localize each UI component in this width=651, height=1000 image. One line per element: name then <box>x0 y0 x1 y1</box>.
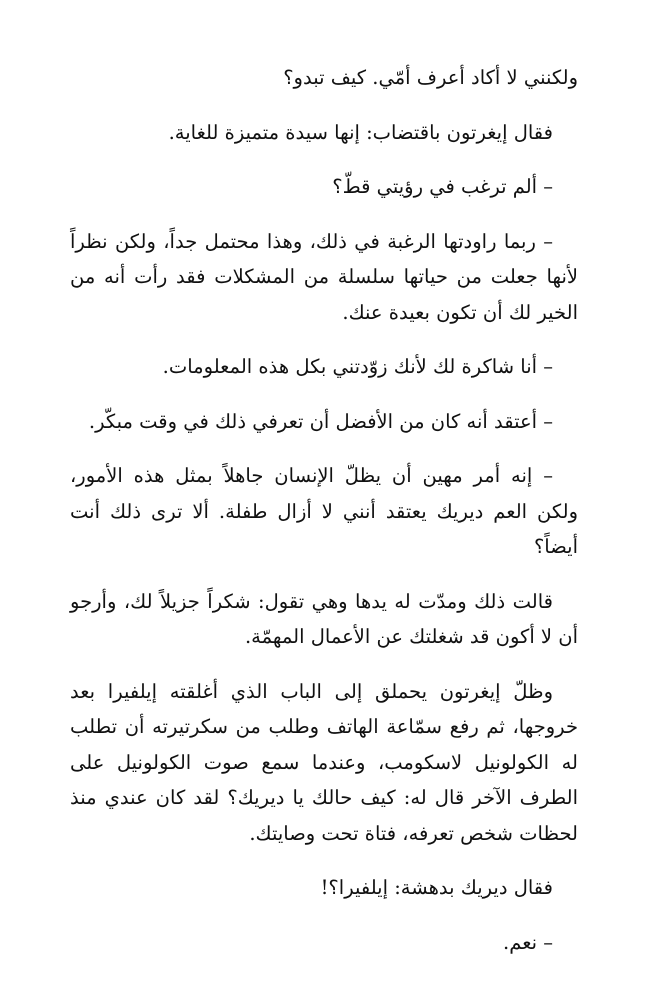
paragraph-1: ولكنني لا أكاد أعرف أمّي. كيف تبدو؟ <box>283 66 578 89</box>
paragraph-4: – ربما راودتها الرغبة في ذلك، وهذا محتمل جداً، ولكن نظراً لأنها جعلت من حياتها سلسلة من المشكلات فقد رأت أنه من الخير لك أن تكون بعيدة عنك. <box>70 229 578 324</box>
paragraph-3: – ألم ترغب في رؤيتي قطّ؟ <box>332 175 553 198</box>
paragraph-11: – نعم. <box>503 930 553 954</box>
paragraph-5: – أنا شاكرة لك لأنك زوّدتني بكل هذه المعلومات. <box>162 355 553 378</box>
paragraph-2: فقال إيغرتون باقتضاب: إنها سيدة متميزة للغاية. <box>168 120 553 144</box>
paragraph-9: وظلّ إيغرتون يحملق إلى الباب الذي أغلقته إيلفيرا بعد خروجها، ثم رفع سمّاعة الهاتف وطلب من سكرتيرته أن تطلب له الكولونيل لاسكومب، وعندما سمع صوت الكولونيل على الطرف الآخر قال له: كيف حالك يا ديريك؟ لقد كان عندي منذ لحظات شخص تعرفه، فتاة تحت وصايتك. <box>70 679 578 845</box>
paragraph-8: قالت ذلك ومدّت له يدها وهي تقول: شكراً جزيلاً لك، وأرجو أن لا أكون قد شغلتك عن الأعمال المهمّة. <box>70 589 578 648</box>
paragraph-10: فقال ديريك بدهشة: إيلفيرا؟! <box>320 876 553 899</box>
book-page <box>70 60 578 979</box>
paragraph-7: – إنه أمر مهين أن يظلّ الإنسان جاهلاً بمثل هذه الأمور، ولكن العم ديريك يعتقد أنني لا أزال طفلة. ألا ترى ذلك أنت أيضاً؟ <box>70 464 578 558</box>
paragraph-6: – أعتقد أنه كان من الأفضل أن تعرفي ذلك في وقت مبكّر. <box>88 409 553 433</box>
